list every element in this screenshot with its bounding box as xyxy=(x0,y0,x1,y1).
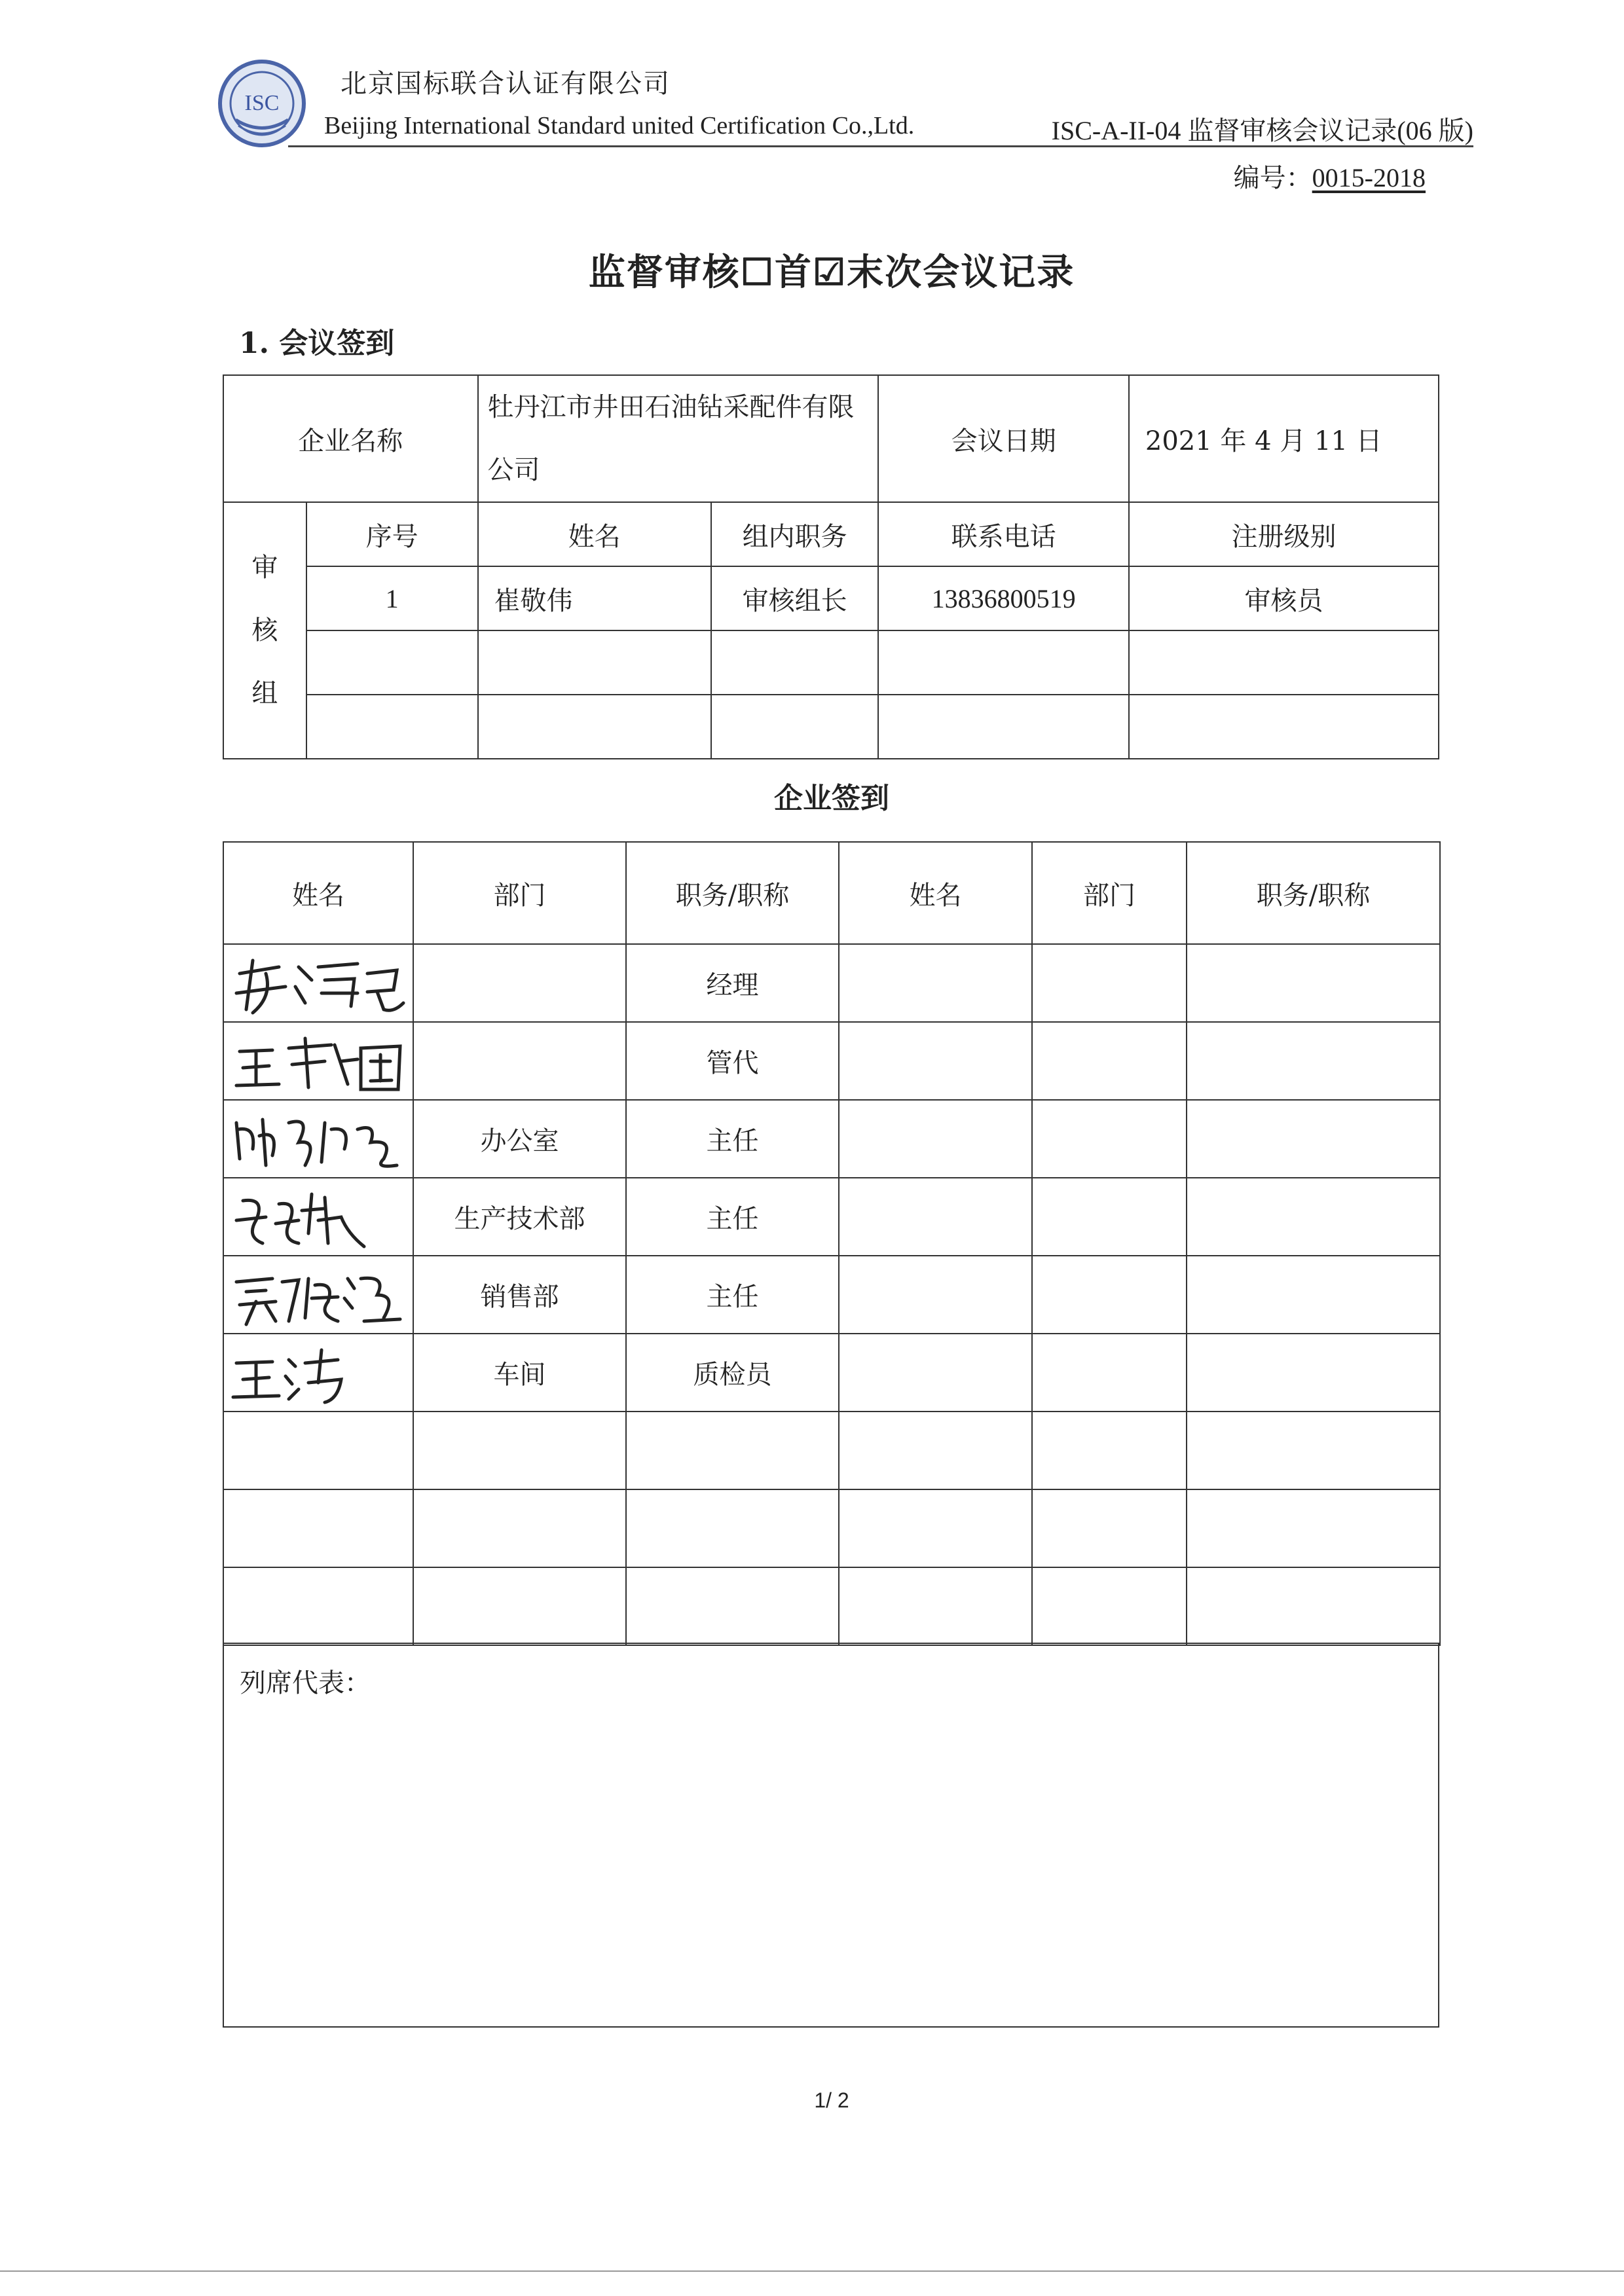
col-header-name: 姓名 xyxy=(223,842,413,944)
representatives-label: 列席代表： xyxy=(223,1643,1439,2027)
representatives-box xyxy=(223,1643,1439,2028)
cell-title: 质检员 xyxy=(626,1334,839,1412)
col-header-phone: 联系电话 xyxy=(878,502,1128,566)
date-value: 2021 年 4 月 11 日 xyxy=(1129,375,1439,502)
col-header-dept: 部门 xyxy=(413,842,626,944)
cell-level: 审核员 xyxy=(1129,566,1439,630)
col-header-name-2: 姓名 xyxy=(839,842,1032,944)
cell-dept: 销售部 xyxy=(413,1256,626,1334)
col-header-seq: 序号 xyxy=(306,502,478,566)
cell-dept: 车间 xyxy=(413,1334,626,1412)
table-row xyxy=(223,944,1440,1022)
company-name-en: Beijing International Standard united Certification Co.,Ltd. xyxy=(324,112,915,139)
col-header-dept-2: 部门 xyxy=(1032,842,1187,944)
table-row xyxy=(223,566,1439,630)
table-row xyxy=(223,1100,1440,1178)
signature-wang-hao xyxy=(223,1334,413,1412)
col-header-level: 注册级别 xyxy=(1129,502,1439,566)
signature-yan-peihong xyxy=(223,1256,413,1334)
signature-wang-xinguo xyxy=(223,1022,413,1100)
company-signin-table xyxy=(223,841,1441,1646)
logo-text: ISC xyxy=(244,91,280,115)
cell-dept: 生产技术部 xyxy=(413,1178,626,1256)
serial-number xyxy=(1234,157,1426,194)
meeting-info-table xyxy=(223,374,1439,759)
cell-title: 主任 xyxy=(626,1100,839,1178)
cell-title: 经理 xyxy=(626,944,839,1022)
col-header-title-2: 职务/职称 xyxy=(1187,842,1440,944)
company-logo xyxy=(216,58,308,149)
date-label: 会议日期 xyxy=(878,375,1128,502)
table-row xyxy=(223,1412,1440,1489)
cell-title: 主任 xyxy=(626,1256,839,1334)
company-name-cn: 北京国标联合认证有限公司 xyxy=(341,69,671,99)
signature-sun-lin xyxy=(223,1178,413,1256)
company-label: 企业名称 xyxy=(223,375,478,502)
table-row xyxy=(223,695,1439,759)
section-meeting-signin: 1. 会议签到 xyxy=(239,327,395,360)
audit-team-label: 审 核 组 xyxy=(223,502,306,759)
serial-value: 0015-2018 xyxy=(1312,163,1426,192)
scan-edge xyxy=(0,2270,1624,2272)
cell-title: 管代 xyxy=(626,1022,839,1100)
cell-dept: 办公室 xyxy=(413,1100,626,1178)
table-row xyxy=(223,1178,1440,1256)
table-row xyxy=(223,1256,1440,1334)
col-header-role: 组内职务 xyxy=(711,502,879,566)
document-code: ISC-A-II-04 监督审核会议记录(06 版) xyxy=(1051,116,1473,145)
table-row xyxy=(223,1489,1440,1567)
col-header-title: 职务/职称 xyxy=(626,842,839,944)
cell-seq: 1 xyxy=(306,566,478,630)
header-divider xyxy=(288,145,1473,147)
document-title: 监督审核☐首☑末次会议记录 xyxy=(588,251,1075,294)
cell-name: 崔敬伟 xyxy=(478,566,711,630)
signature-liang-demin xyxy=(223,944,413,1022)
signature-sun-gui xyxy=(223,1100,413,1178)
cell-role: 审核组长 xyxy=(711,566,879,630)
table-row xyxy=(223,1334,1440,1412)
company-name-value: 牡丹江市井田石油钻采配件有限公司 xyxy=(478,375,879,502)
cell-title: 主任 xyxy=(626,1178,839,1256)
table-row xyxy=(223,1022,1440,1100)
page-number: 1/ 2 xyxy=(814,2088,849,2112)
cell-phone: 13836800519 xyxy=(878,566,1128,630)
section-company-signin: 企业签到 xyxy=(774,782,889,815)
col-header-name: 姓名 xyxy=(478,502,711,566)
table-row xyxy=(223,1567,1440,1645)
table-row xyxy=(223,630,1439,695)
serial-label: 编号： xyxy=(1233,163,1312,192)
